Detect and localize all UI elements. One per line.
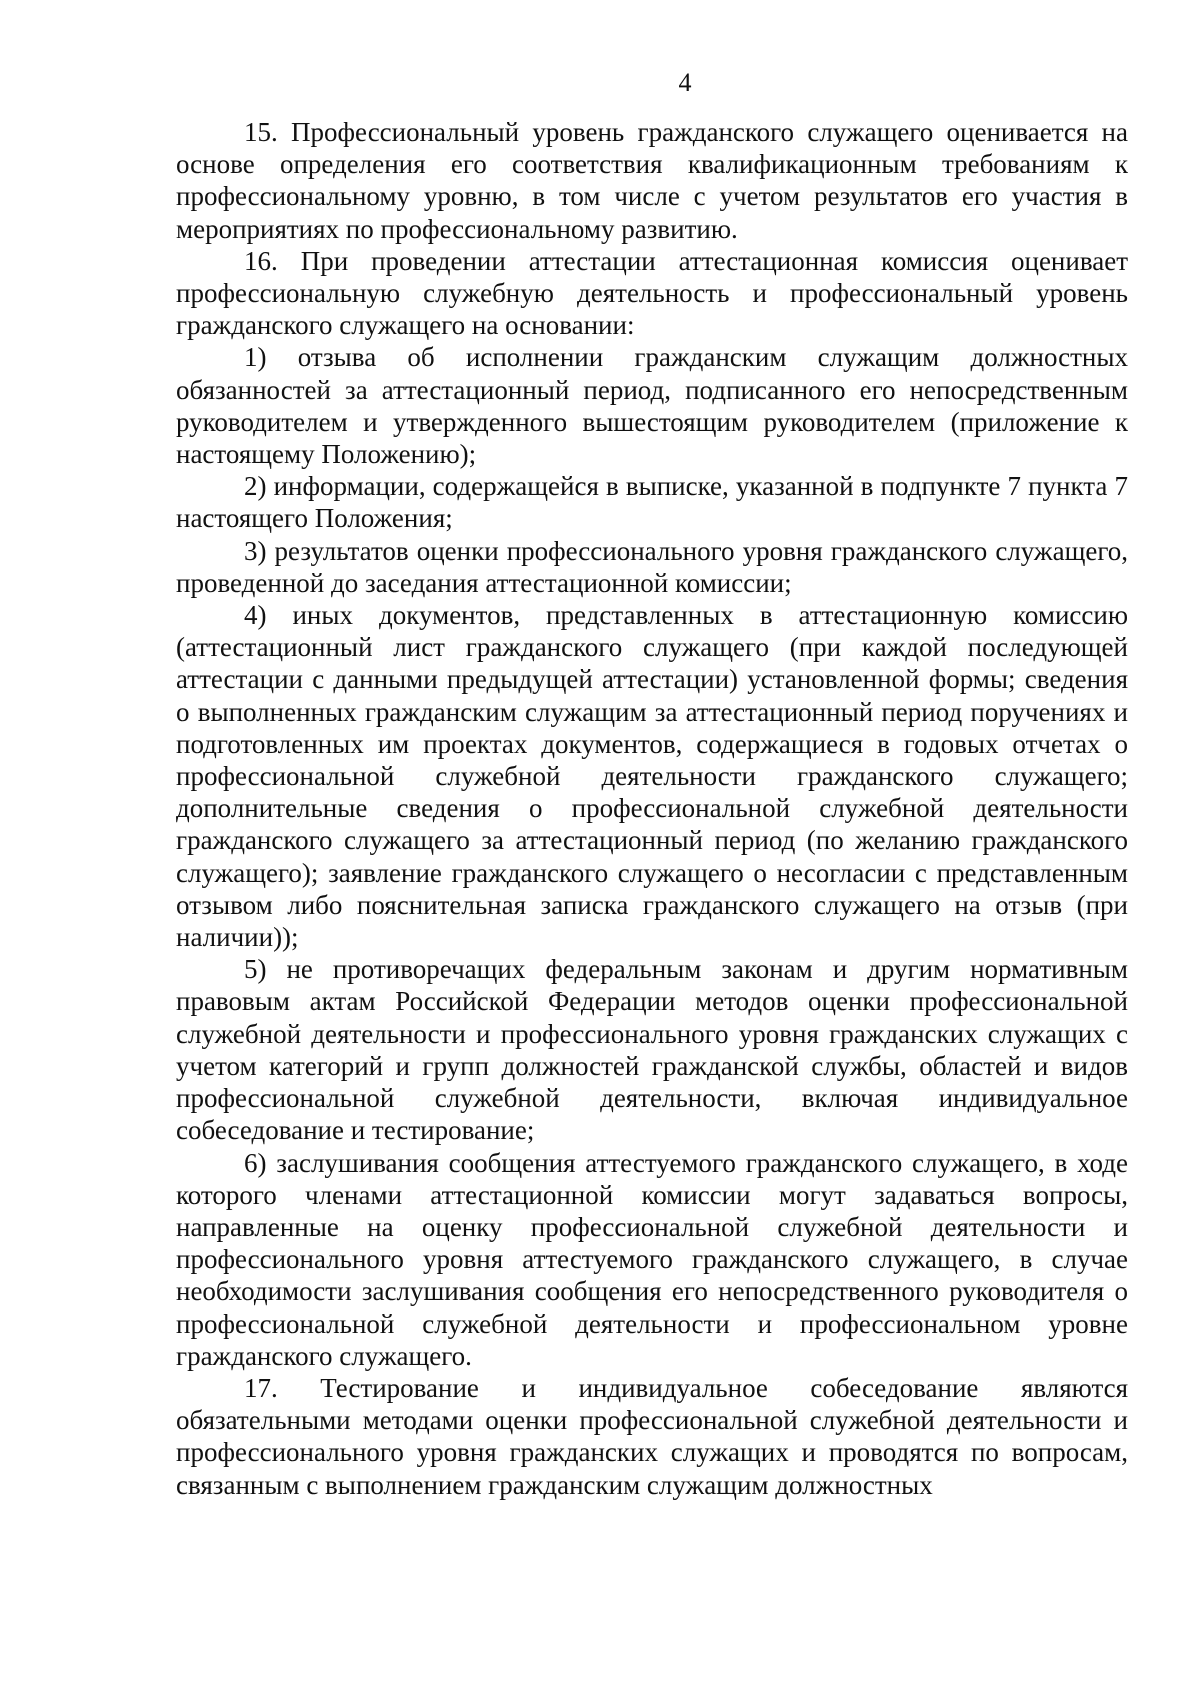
subitem-3: 3) результатов оценки профессионального уровня гражданского служащего, проведенной до заседания аттестационной комиссии; (176, 535, 1128, 598)
page-number: 4 (678, 68, 692, 97)
paragraph-15: 15. Профессиональный уровень гражданского служащего оценивается на основе определения его соответствия квалификационным требованиям к профессиональному уровню, в том числе с учетом результатов его участия в мероприятиях по профессиональному развитию. (176, 117, 1128, 244)
subitem-6: 6) заслушивания сообщения аттестуемого гражданского служащего, в ходе которого членами аттестационной комиссии могут задаваться вопросы, направленные на оценку профессиональной служебной деятельности и профессионального уровня аттестуемого гражданского служащего, в случае необходимости заслушивания сообщения его непосредственного руководителя о профессиональной служебной деятельности и профессиональном уровне гражданского служащего. (176, 1147, 1128, 1371)
subitem-5: 5) не противоречащих федеральным законам и другим нормативным правовым актам Российской Федерации методов оценки профессиональной служебной деятельности и профессионального уровня гражданских служащих с учетом категорий и групп должностей гражданской службы, областей и видов профессиональной служебной деятельности, включая индивидуальное собеседование и тестирование; (176, 954, 1128, 1146)
subitem-1: 1) отзыва об исполнении гражданским служащим должностных обязанностей за аттестационный период, подписанного его непосредственным руководителем и утвержденного вышестоящим руководителем (приложение к настоящему Положению); (176, 342, 1128, 470)
document-body (176, 116, 1128, 1501)
subitem-4: 4) иных документов, представленных в аттестационную комиссию (аттестационный лист гражданского служащего (при каждой последующей аттестации с данными предыдущей аттестации) установленной формы; сведения о выполненных гражданским служащим за аттестационный период поручениях и подготовленных им проектах документов, содержащиеся в годовых отчетах о профессиональной служебной деятельности гражданского служащего; дополнительные сведения о профессиональной служебной деятельности гражданского служащего за аттестационный период (по желанию гражданского служащего); заявление гражданского служащего о несогласии с представленным отзывом либо пояснительная записка гражданского служащего на отзыв (при наличии)); (176, 600, 1128, 953)
subitem-2: 2) информации, содержащейся в выписке, указанной в подпункте 7 пункта 7 настоящего Положения; (176, 471, 1128, 534)
paragraph-16: 16. При проведении аттестации аттестационная комиссия оценивает профессиональную служебную деятельность и профессиональный уровень гражданского служащего на основании: (176, 245, 1128, 341)
paragraph-17: 17. Тестирование и индивидуальное собеседование являются обязательными методами оценки профессиональной служебной деятельности и профессионального уровня гражданских служащих и проводятся по вопросам, связанным с выполнением гражданским служащим должностных (176, 1372, 1128, 1500)
